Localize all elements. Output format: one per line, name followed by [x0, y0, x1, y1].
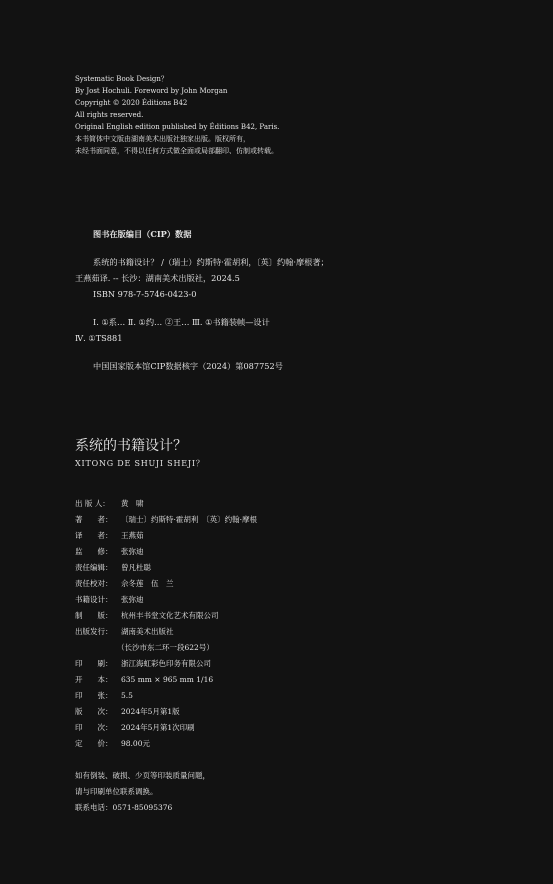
credit-row [75, 608, 257, 624]
print-value: 2024年5月第1次印刷 [121, 723, 195, 732]
credit-key: 出 版 人： [75, 499, 110, 508]
rights-line-author: By Jost Hochuli. Foreword by John Morgan [75, 87, 228, 95]
cip-line-2: 王燕茹译. -- 长沙：湖南美术出版社，2024.5 [75, 273, 240, 283]
credit-value: 张弥迪 [121, 595, 144, 604]
cip-isbn: ISBN 978-7-5746-0423-0 [93, 289, 197, 299]
colophon-credits [75, 496, 257, 752]
rights-line-cn-2: 未经书面同意，不得以任何方式做全面或局部翻印、仿制或转载。 [75, 147, 278, 155]
copyright-notice [75, 73, 279, 157]
credit-key: 著 者： [75, 515, 113, 524]
rights-line-copyright: Copyright © 2020 Éditions B42 [75, 99, 188, 107]
notice-line-1: 如有倒装、破损、少页等印装质量问题， [75, 771, 210, 780]
print-row [75, 672, 257, 688]
rights-line-cn-1: 本书简体中文版由湖南美术出版社独家出版。版权所有， [75, 135, 250, 143]
credit-row [75, 512, 257, 528]
print-value: 5.5 [121, 691, 133, 700]
print-key: 定 价： [75, 739, 113, 748]
credit-key: 责任校对： [75, 579, 113, 588]
print-row [75, 720, 257, 736]
print-value: 635 mm × 965 mm 1/16 [121, 675, 214, 684]
credit-row [75, 560, 257, 576]
credit-value: 杭州丰书堂文化艺术有限公司 [121, 611, 219, 620]
print-key: 印 刷： [75, 659, 113, 668]
credit-row [75, 528, 257, 544]
print-key: 印 次： [75, 723, 113, 732]
credit-row [75, 592, 257, 608]
print-row [75, 704, 257, 720]
credit-key: 制 版： [75, 611, 113, 620]
book-title-pinyin: XITONG DE SHUJI SHEJI？ [75, 459, 205, 468]
cip-line-1: 系统的书籍设计？ /（瑞士）约斯特·霍胡利，〔英〕约翰·摩根著； [93, 257, 329, 267]
print-key: 印 张： [75, 691, 113, 700]
print-key: 版 次： [75, 707, 113, 716]
quality-notice [75, 768, 210, 816]
print-row [75, 688, 257, 704]
rights-line-original-edition: Original English edition published by Éditions B42, Paris. [75, 123, 280, 131]
book-title: 系统的书籍设计？ [75, 438, 187, 454]
credit-key: 监 修： [75, 547, 113, 556]
publisher-address: （长沙市东二环一段622号） [117, 643, 214, 652]
rights-line-reserved: All rights reserved. [75, 111, 144, 119]
print-row [75, 656, 257, 672]
credit-key: 责任编辑： [75, 563, 113, 572]
contact-phone: 联系电话：0571-85095376 [75, 803, 173, 812]
credit-row [75, 544, 257, 560]
credit-key: 书籍设计： [75, 595, 113, 604]
credit-row [75, 496, 257, 512]
print-key: 开 本： [75, 675, 113, 684]
credit-key: 出版发行： [75, 627, 113, 636]
credit-value: 曾凡杜聪 [121, 563, 151, 572]
credit-row [75, 624, 257, 640]
cip-title: 图书在版编目（CIP）数据 [93, 229, 192, 239]
credit-value: 湖南美术出版社 [121, 627, 174, 636]
rights-line-original-title: Systematic Book Design？ [75, 75, 168, 83]
cip-record [75, 226, 329, 374]
print-value: 98.00元 [121, 739, 150, 748]
credit-value: 王燕茹 [121, 531, 144, 540]
cip-classification-2: Ⅳ. ①TS881 [75, 333, 123, 343]
print-value: 2024年5月第1版 [121, 707, 180, 716]
credit-value: 佘冬莲 伍 兰 [121, 579, 174, 588]
credit-key: 译 者： [75, 531, 113, 540]
cip-record-number: 中国国家版本馆CIP数据核字（2024）第087752号 [93, 361, 283, 371]
cip-classification-1: Ⅰ. ①系… Ⅱ. ①约… ②王… Ⅲ. ①书籍装帧—设计 [93, 317, 270, 327]
print-value: 浙江海虹彩色印务有限公司 [121, 659, 211, 668]
credit-value: 〔瑞士〕约斯特·霍胡利 〔英〕约翰·摩根 [121, 515, 258, 524]
notice-line-2: 请与印刷单位联系调换。 [75, 787, 158, 796]
credit-value: 张弥迪 [121, 547, 144, 556]
print-row [75, 736, 257, 752]
credit-value: 黄 啸 [121, 499, 144, 508]
credit-row [75, 576, 257, 592]
